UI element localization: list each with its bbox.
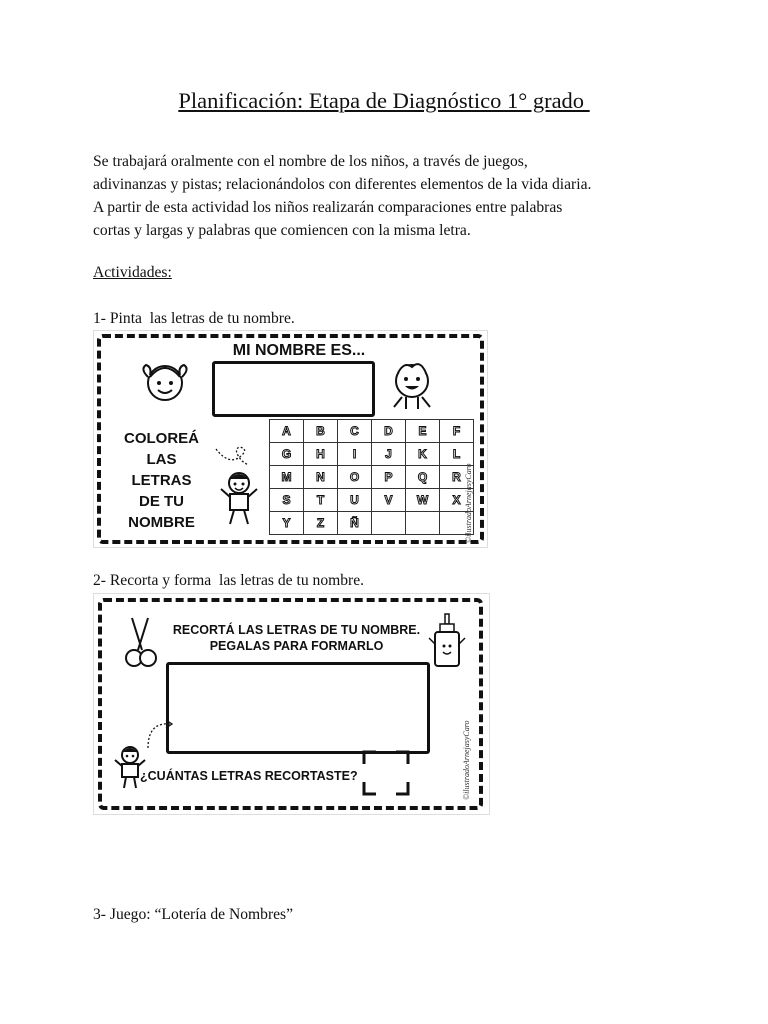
letter-cell: Ñ	[338, 512, 372, 535]
letter-cell	[406, 512, 440, 535]
activities-heading: Actividades:	[93, 264, 172, 281]
kid-icon	[112, 744, 148, 790]
instruction-line: DE TU	[139, 493, 184, 510]
intro-line: cortas y largas y palabras que comiencen con la misma letra.	[93, 222, 471, 239]
instruction-line: LETRAS	[131, 472, 192, 489]
credit-text: ©ilustradoArnejasyCaro	[462, 720, 471, 800]
color-instruction	[114, 428, 209, 533]
activity-3-label: 3- Juego: “Lotería de Nombres”	[93, 906, 294, 923]
letter-cell	[372, 512, 406, 535]
letter-cell: J	[372, 443, 406, 466]
letter-cell: Q	[406, 466, 440, 489]
letter-cell: E	[406, 420, 440, 443]
kid-icon	[218, 469, 260, 529]
letter-grid	[269, 419, 474, 535]
count-question: ¿CUÁNTAS LETRAS RECORTASTE?	[140, 769, 358, 783]
instruction-line: LAS	[146, 451, 177, 468]
activity-2-label: 2- Recorta y forma las letras de tu nombre.	[93, 572, 365, 589]
letter-grid-row	[270, 443, 474, 466]
letter-cell: B	[304, 420, 338, 443]
worksheet-cut-letters	[93, 593, 490, 815]
worksheet-header: MI NOMBRE ES...	[232, 342, 366, 359]
worksheet-color-letters	[93, 330, 488, 548]
instruction-line: PEGALAS PARA FORMARLO	[209, 639, 384, 653]
letter-cell: H	[304, 443, 338, 466]
letter-grid-row	[270, 489, 474, 512]
letter-cell: R	[440, 466, 474, 489]
cut-instruction	[164, 622, 429, 654]
page-title: Planificación: Etapa de Diagnóstico 1° grado	[178, 88, 590, 113]
letter-cell: C	[338, 420, 372, 443]
letter-cell: Y	[270, 512, 304, 535]
dashed-arrow-icon	[144, 712, 178, 752]
letter-cell: K	[406, 443, 440, 466]
letter-cell: I	[338, 443, 372, 466]
letter-cell: Z	[304, 512, 338, 535]
glue-bottle-icon	[427, 612, 467, 670]
intro-line: A partir de esta actividad los niños realizarán comparaciones entre palabras	[93, 199, 563, 216]
letter-cell: M	[270, 466, 304, 489]
credit-text: ©ilustradoArnejasyCaro	[464, 463, 473, 543]
letter-cell: V	[372, 489, 406, 512]
letter-cell: U	[338, 489, 372, 512]
intro-line: Se trabajará oralmente con el nombre de los niños, a través de juegos,	[93, 153, 528, 170]
boy-face-icon	[384, 355, 440, 411]
scissors-icon	[122, 616, 158, 670]
letter-grid-row	[270, 512, 474, 535]
activity-1-label: 1- Pinta las letras de tu nombre.	[93, 310, 295, 327]
count-box	[362, 750, 410, 796]
letter-cell: A	[270, 420, 304, 443]
letter-cell: L	[440, 443, 474, 466]
letter-cell: X	[440, 489, 474, 512]
letter-cell: P	[372, 466, 406, 489]
paste-box	[166, 662, 430, 754]
intro-line: adivinanzas y pistas; relacionándolos con diferentes elementos de la vida diaria.	[93, 176, 592, 193]
letter-grid-row	[270, 466, 474, 489]
name-box	[212, 361, 375, 417]
letter-cell: D	[372, 420, 406, 443]
girl-face-icon	[136, 355, 194, 407]
letter-cell: W	[406, 489, 440, 512]
intro-paragraph	[93, 150, 693, 242]
instruction-line: RECORTÁ LAS LETRAS DE TU NOMBRE.	[172, 623, 421, 637]
letter-grid-row	[270, 420, 474, 443]
instruction-line: COLOREÁ	[124, 430, 199, 447]
letter-cell: N	[304, 466, 338, 489]
letter-cell: O	[338, 466, 372, 489]
letter-cell: G	[270, 443, 304, 466]
letter-cell: F	[440, 420, 474, 443]
instruction-line: NOMBRE	[128, 514, 195, 531]
curly-arrow-icon	[212, 443, 252, 471]
letter-cell: S	[270, 489, 304, 512]
letter-cell: T	[304, 489, 338, 512]
